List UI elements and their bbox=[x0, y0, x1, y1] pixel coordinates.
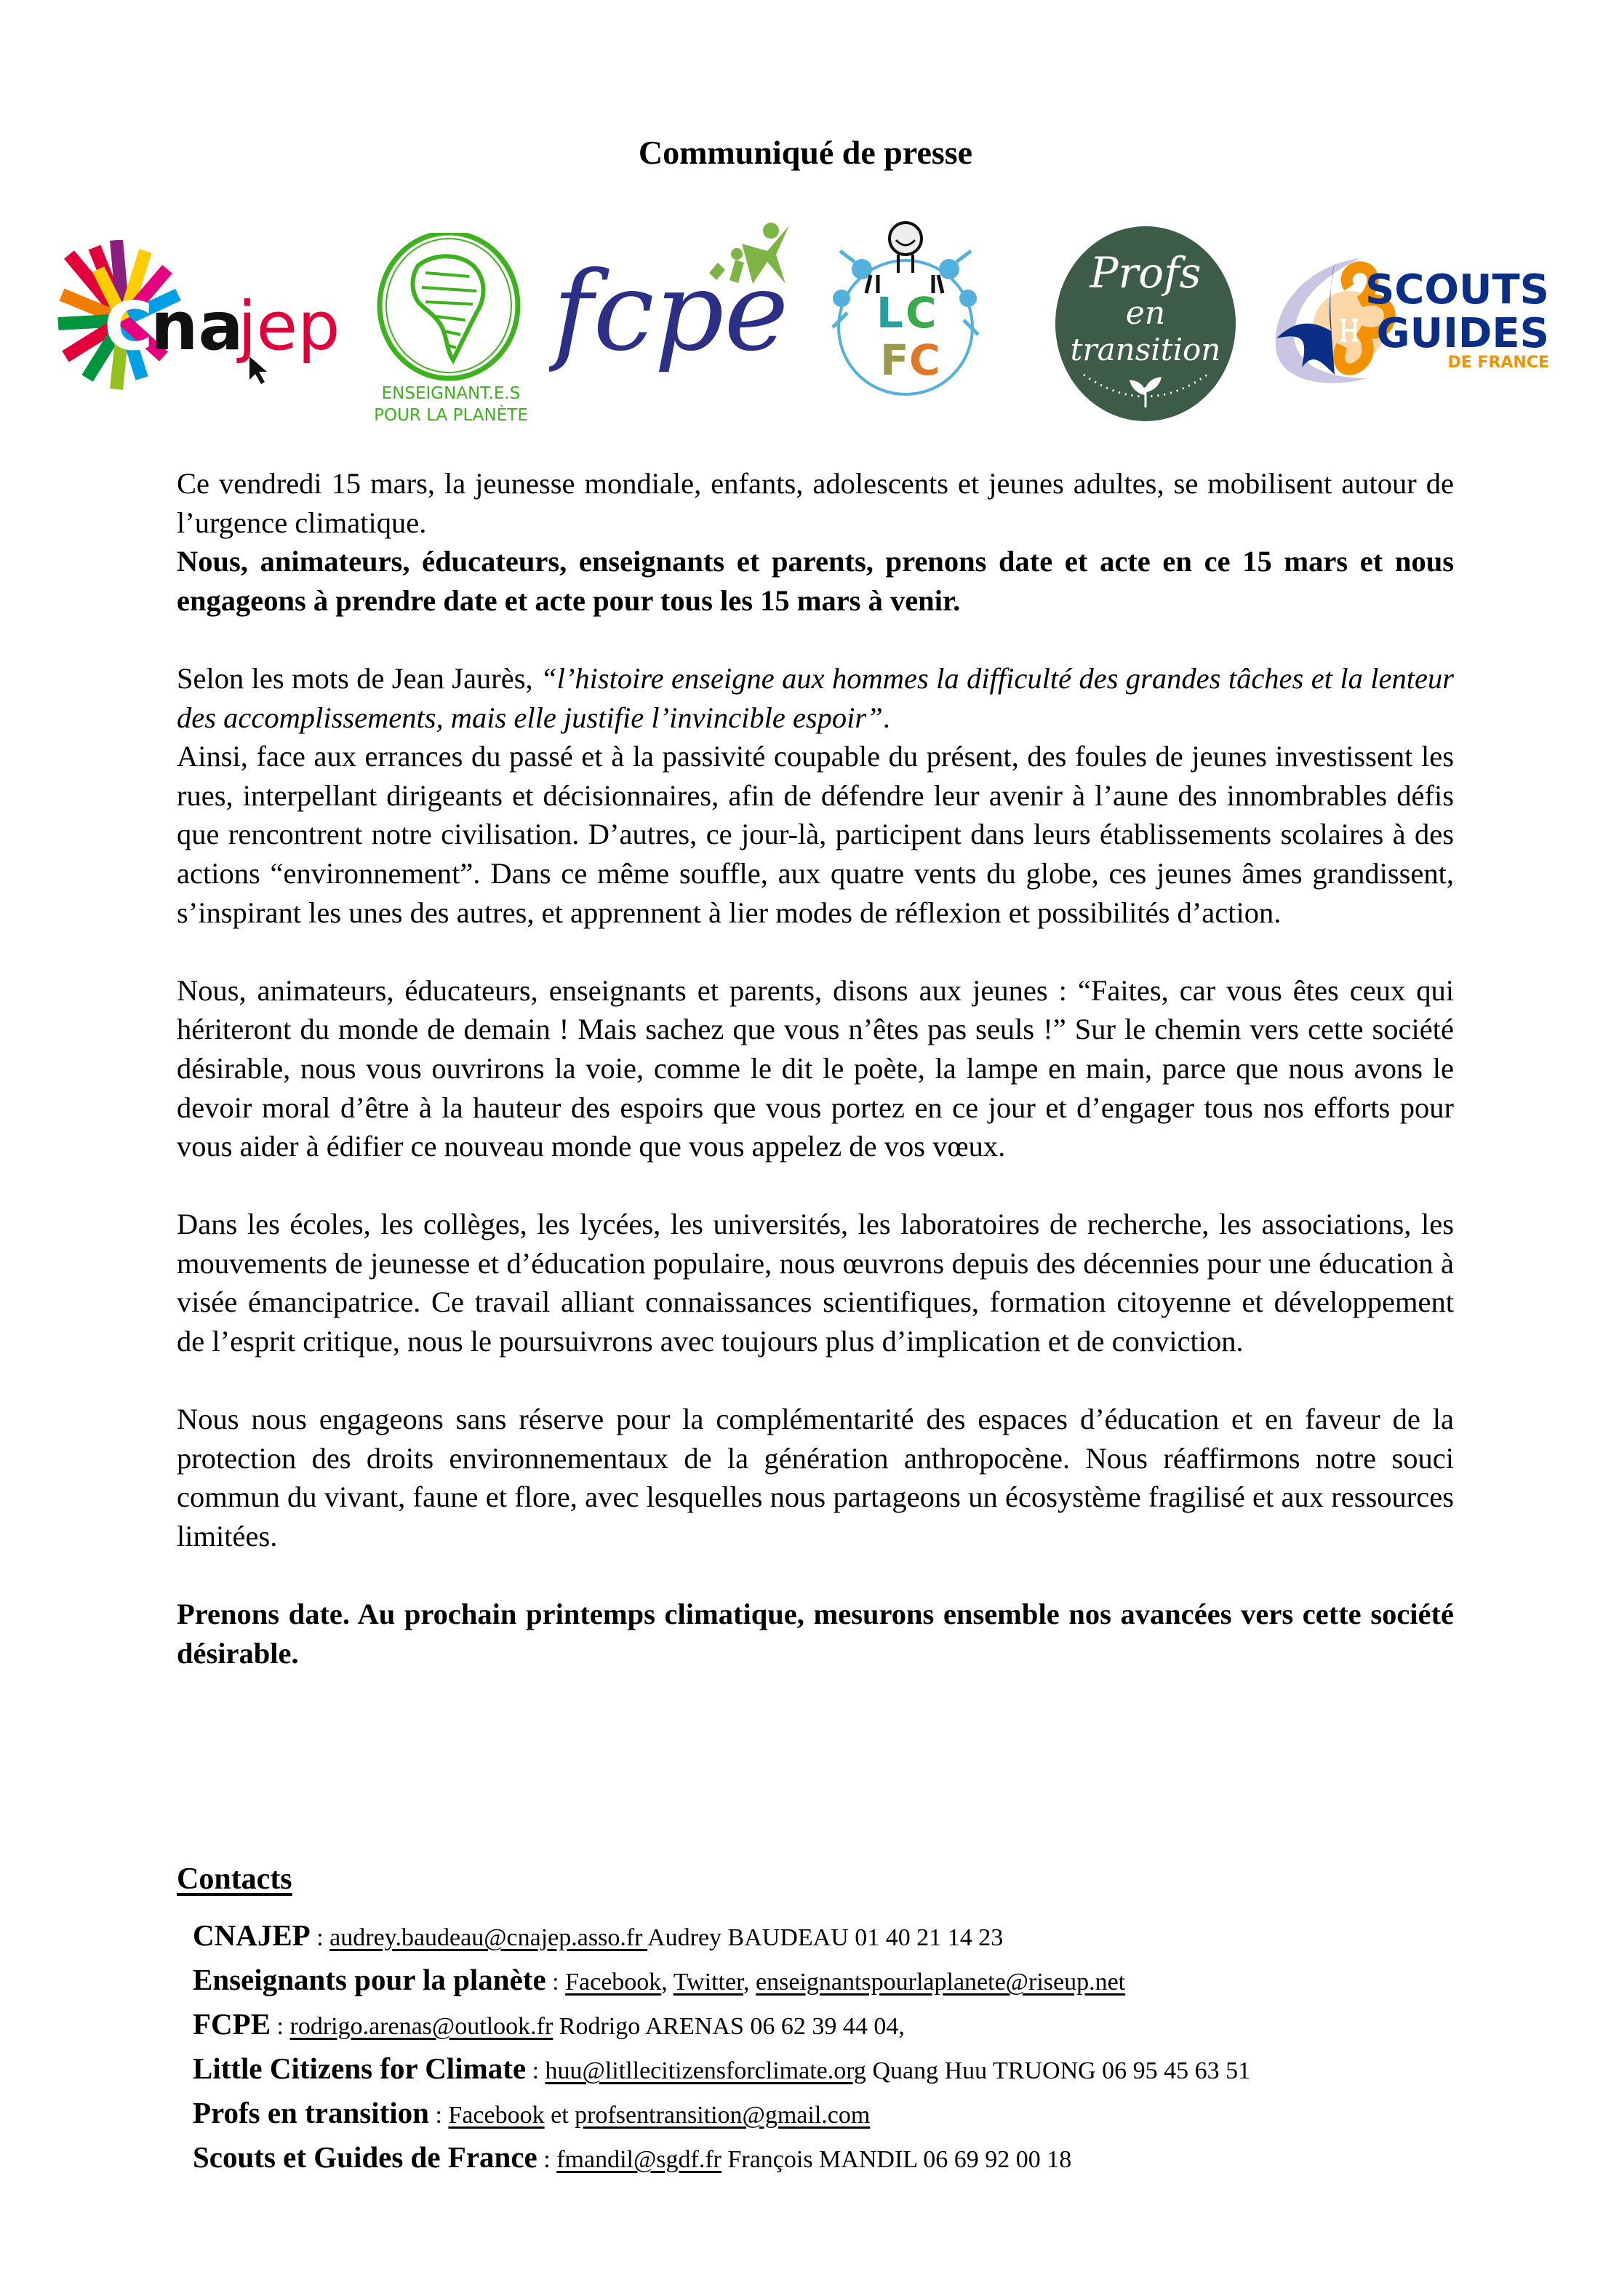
svg-text:ENSEIGNANT.E.S: ENSEIGNANT.E.S bbox=[381, 384, 521, 403]
contact-org: CNAJEP bbox=[193, 1918, 311, 1952]
engagement-paragraph: Nous nous engageons sans réserve pour la complémentarité des espaces d’éducation et en faveur de la protection des droits environnementaux de la génération anthropocène. Nous réaffirmons notre souci commun du vivant, faune et flore, avec lesquelles nous partageons un écosystème fragilisé et aux ressources limitées. bbox=[177, 1403, 1454, 1553]
page-title: Communiqué de presse bbox=[638, 134, 973, 171]
svg-text:jep: jep bbox=[238, 287, 340, 365]
contact-little-citizens-for-climate: Little Citizens for Climate : huu@litllecitizensforclimate.org Quang Huu TRUONG 06 95 45 63 51 bbox=[193, 2052, 1251, 2085]
svg-text:SCOUTS: SCOUTS bbox=[1364, 266, 1549, 314]
contact-details: Rodrigo ARENAS 06 62 39 44 04, bbox=[553, 2013, 905, 2040]
contact-fcpe: FCPE : rodrigo.arenas@outlook.fr Rodrigo ARENAS 06 62 39 44 04, bbox=[193, 2007, 905, 2041]
commitment-paragraph: Nous, animateurs, éducateurs, enseignants et parents, prenons date et acte en ce 15 mars et nous engageons à prendre date et acte pour tous les 15 mars à venir. bbox=[177, 545, 1454, 617]
cnajep-starburst-icon bbox=[55, 240, 345, 393]
education-paragraph: Dans les écoles, les collèges, les lycées, les universités, les laboratoires de recherche, les associations, les mouvements de jeunesse et d’éducation populaire, nous œuvrons depuis des décennies pour une éducation à visée émancipatrice. Ce travail alliant connaissances scientifiques, formation citoyenne et développement de l’esprit critique, nous le poursuivrons avec toujours plus d’implication et de conviction. bbox=[177, 1208, 1454, 1358]
sgdf-fleur-de-lis-trefoil-icon bbox=[1262, 251, 1553, 389]
contacts-heading: Contacts bbox=[177, 1862, 292, 1896]
facebook-link[interactable]: Facebook bbox=[448, 2102, 545, 2129]
intro-paragraph: Ce vendredi 15 mars, la jeunesse mondiale, enfants, adolescents et jeunes adultes, se mobilisent autour de l’urgence climatique. bbox=[177, 467, 1454, 539]
email-link[interactable]: rodrigo.arenas@outlook.fr bbox=[289, 2013, 553, 2040]
svg-text:C: C bbox=[104, 287, 153, 365]
email-link[interactable]: enseignantspourlaplanete@riseup.net bbox=[756, 1969, 1126, 1996]
youth-mobilisation-paragraph: Ainsi, face aux errances du passé et à la passivité coupable du présent, des foules de jeunes investissent les rues, interpellant dirigeants et décisionnaires, afin de défendre leur avenir à l’aune des innombrables défis que rencontrent notre civilisation. D’autres, ce jour-là, participent dans leurs établissements scolaires à des actions “environnement”. Dans ce même souffle, aux quatre vents du globe, ces jeunes âmes grandissent, s’inspirant les unes des autres, et apprennent à lier modes de réflexion et possibilités d’action. bbox=[177, 740, 1454, 929]
svg-text:na: na bbox=[151, 287, 244, 365]
contact-enseignants-pour-la-planete: Enseignants pour la planète : Facebook, Twitter, enseignantspourlaplanete@riseup.net bbox=[193, 1963, 1126, 1996]
contact-org: Little Citizens for Climate bbox=[193, 2052, 527, 2085]
svg-text:GUIDES: GUIDES bbox=[1376, 310, 1549, 357]
svg-text:DE FRANCE: DE FRANCE bbox=[1447, 354, 1549, 372]
quote-end: . bbox=[882, 701, 890, 734]
contact-org: FCPE bbox=[193, 2007, 271, 2041]
contact-profs-en-transition: Profs en transition : Facebook et profsentransition@gmail.com bbox=[193, 2096, 871, 2129]
email-link[interactable]: huu@litllecitizensforclimate.org bbox=[545, 2057, 866, 2084]
contact-org: Enseignants pour la planète bbox=[193, 1963, 546, 1996]
contact-details: François MANDIL 06 69 92 00 18 bbox=[721, 2146, 1072, 2173]
svg-text:Profs: Profs bbox=[1090, 248, 1202, 298]
quote-intro: Selon les mots de Jean Jaurès, bbox=[177, 661, 541, 695]
fcpe-logo bbox=[549, 222, 789, 407]
closing-paragraph: Prenons date. Au prochain printemps climatique, mesurons ensemble nos avancées vers cette société désirable. bbox=[177, 1598, 1454, 1670]
press-release-body bbox=[177, 464, 1454, 1712]
svg-text:C: C bbox=[909, 335, 940, 385]
profs-en-transition-logo bbox=[1055, 226, 1236, 422]
contact-details: Audrey BAUDEAU 01 40 21 14 23 bbox=[647, 1924, 1004, 1951]
contact-details: Quang Huu TRUONG 06 95 45 63 51 bbox=[866, 2057, 1251, 2084]
facebook-link[interactable]: Facebook bbox=[565, 1969, 662, 1996]
little-citizens-for-climate-logo bbox=[826, 218, 982, 407]
svg-text:transition: transition bbox=[1070, 332, 1221, 367]
cnajep-logo bbox=[55, 240, 345, 393]
scouts-guides-de-france-logo bbox=[1262, 251, 1553, 389]
enseignants-pour-la-planete-logo bbox=[367, 233, 535, 429]
message-to-youth-paragraph: Nous, animateurs, éducateurs, enseignants et parents, disons aux jeunes : “Faites, car vous êtes ceux qui hériteront du monde de demain ! Mais sachez que vous n’êtes pas seuls !” Sur le chemin vers cette société désirable, nous vous ouvrirons la voie, comme le dit le poète, la lampe en main, parce que nous avons le devoir moral d’être à la hauteur des espoirs que vous portez en ce jour et d’engager tous nos efforts pour vous aider à édifier ce nouveau monde que vous appelez de vos vœux. bbox=[177, 973, 1454, 1163]
svg-text:L: L bbox=[876, 288, 903, 338]
profs-en-transition-badge-icon bbox=[1055, 226, 1236, 422]
twitter-link[interactable]: Twitter bbox=[673, 1969, 744, 1996]
svg-text:POUR LA PLANÈTE: POUR LA PLANÈTE bbox=[374, 406, 528, 425]
fcpe-figures-icon bbox=[549, 222, 789, 407]
svg-text:F: F bbox=[880, 335, 909, 385]
partner-logos-row bbox=[0, 211, 1611, 429]
lcfc-kids-globe-icon bbox=[826, 218, 982, 407]
contact-org: Scouts et Guides de France bbox=[193, 2140, 537, 2174]
jaures-quote: “l’histoire enseigne aux hommes la difficulté des grandes tâches et la lenteur des accomplissements, mais elle justifie l’invincible espoir” bbox=[177, 661, 1455, 734]
email-link[interactable]: profsentransition@gmail.com bbox=[575, 2102, 871, 2129]
contact-cnajep: CNAJEP : audrey.baudeau@cnajep.asso.fr Audrey BAUDEAU 01 40 21 14 23 bbox=[193, 1918, 1004, 1952]
jaures-quote-paragraph bbox=[177, 659, 1454, 737]
globe-icon bbox=[367, 233, 535, 429]
contacts-list bbox=[193, 1913, 1502, 2180]
svg-text:en: en bbox=[1125, 295, 1166, 332]
svg-text:fcpe: fcpe bbox=[553, 249, 789, 375]
contact-org: Profs en transition bbox=[193, 2096, 429, 2129]
contact-scouts-et-guides-de-france: Scouts et Guides de France : fmandil@sgdf.fr François MANDIL 06 69 92 00 18 bbox=[193, 2140, 1072, 2174]
email-link[interactable]: audrey.baudeau@cnajep.asso.fr bbox=[329, 1924, 648, 1951]
email-link[interactable]: fmandil@sgdf.fr bbox=[556, 2146, 721, 2173]
svg-text:C: C bbox=[906, 288, 937, 338]
